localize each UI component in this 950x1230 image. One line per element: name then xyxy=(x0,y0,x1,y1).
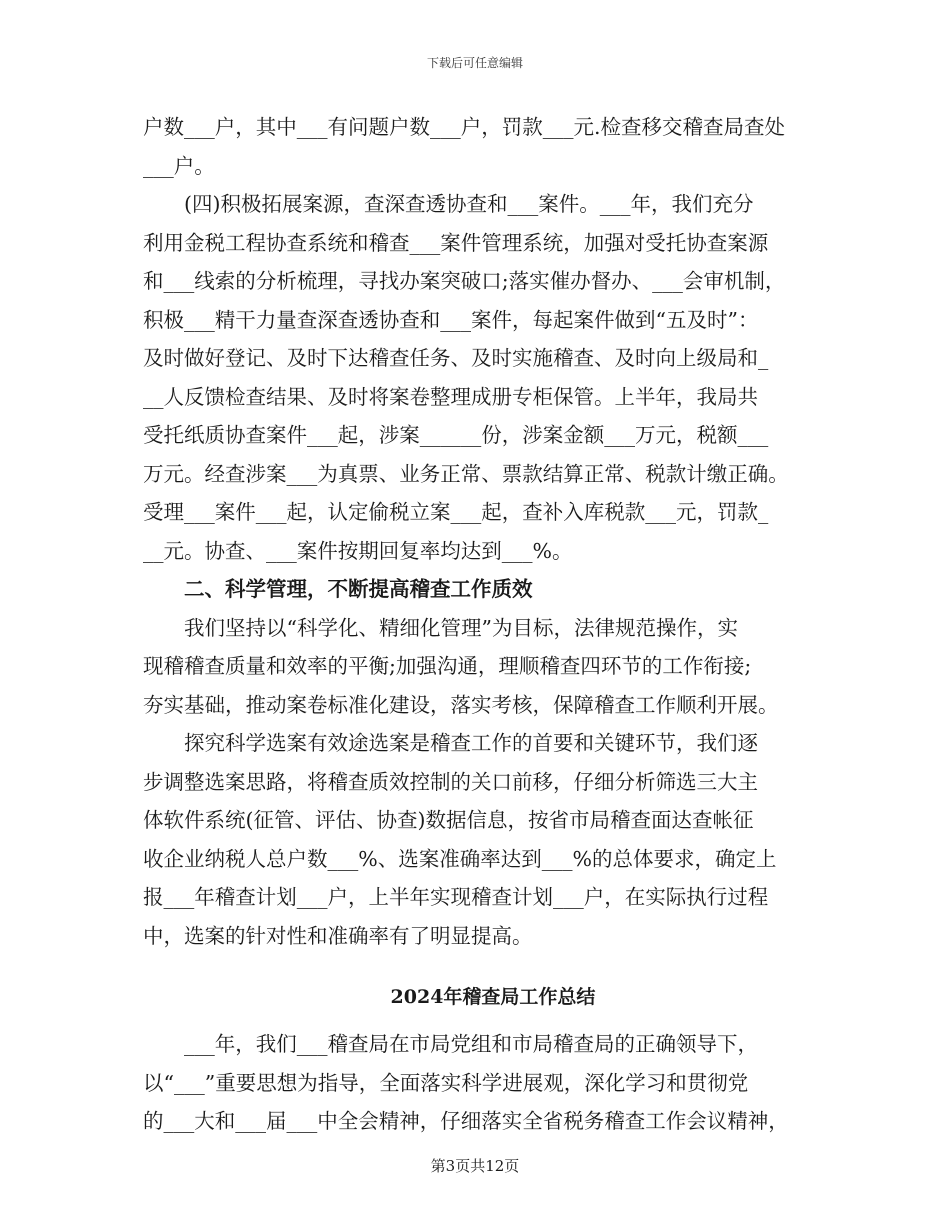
document-title: 2024年稽查局工作总结 xyxy=(390,986,596,1008)
page-footer: 第3页共12页 xyxy=(430,1157,520,1175)
text-line: __元。协查、___案件按期回复率均达到___%。 xyxy=(143,538,573,563)
text-line: 收企业纳税人总户数___%、选案准确率达到___%的总体要求，确定上 xyxy=(143,846,777,871)
paragraph-start-line: (四)积极拓展案源，查深查透协查和___案件。___年，我们充分 xyxy=(184,192,754,216)
text-line: 利用金税工程协查系统和稽查___案件管理系统，加强对受托协查案源 xyxy=(143,230,769,255)
text-line: ___户。 xyxy=(143,153,215,178)
text-line: 报___年稽查计划___户，上半年实现稽查计划___户，在实际执行过程 xyxy=(143,885,769,909)
text-line: 夯实基础，推动案卷标准化建设，落实考核，保障稽查工作顺利开展。 xyxy=(143,692,779,717)
text-line: 现稽稽查质量和效率的平衡;加强沟通，理顺稽查四环节的工作衔接; xyxy=(143,654,752,678)
text-line: 的___大和___届___中全会精神，仔细落实全省税务稽查工作会议精神， xyxy=(143,1109,789,1133)
text-line: __人反馈检查结果、及时将案卷整理成册专柜保管。上半年，我局共 xyxy=(143,384,758,409)
text-line: 及时做好登记、及时下达稽查任务、及时实施稽查、及时向上级局和_ xyxy=(143,346,769,370)
text-line: 以“___”重要思想为指导，全面落实科学进展观，深化学习和贯彻党 xyxy=(143,1070,749,1095)
document-body xyxy=(143,108,843,1141)
page-header: 下载后可任意编辑 xyxy=(426,56,523,70)
text-line: 受托纸质协查案件___起，涉案______份，涉案金额___万元，税额___ xyxy=(143,423,769,447)
section-heading: 二、科学管理，不断提高稽查工作质效 xyxy=(184,577,533,601)
text-line: 户数___户，其中___有问题户数___户，罚款___元.检查移交稽查局查处 xyxy=(143,115,786,139)
paragraph-start-line: 探究科学选案有效途选案是稽查工作的首要和关键环节，我们逐 xyxy=(184,731,758,755)
paragraph-start-line: ___年，我们___稽查局在市局党组和市局稽查局的正确领导下， xyxy=(184,1032,758,1056)
text-line: 受理___案件___起，认定偷税立案___起，查补入库税款___元，罚款_ xyxy=(143,500,769,524)
text-line: 步调整选案思路，将稽查质效控制的关口前移，仔细分析筛选三大主 xyxy=(143,769,758,794)
text-line: 积极___精干力量查深查透协查和___案件，每起案件做到“五及时”： xyxy=(143,307,759,332)
text-line: 万元。经查涉案___为真票、业务正常、票款结算正常、税款计缴正确。 xyxy=(143,461,789,486)
paragraph-start-line: 我们坚持以“科学化、精细化管理”为目标，法律规范操作，实 xyxy=(184,615,738,640)
text-line: 中，选案的针对性和准确率有了明显提高。 xyxy=(143,923,533,948)
text-line: 和___线索的分析梳理，寻找办案突破口;落实催办督办、___会审机制， xyxy=(143,269,786,293)
text-line: 体软件系统(征管、评估、协查)数据信息，按省市局稽查面达查帐征 xyxy=(143,808,754,832)
